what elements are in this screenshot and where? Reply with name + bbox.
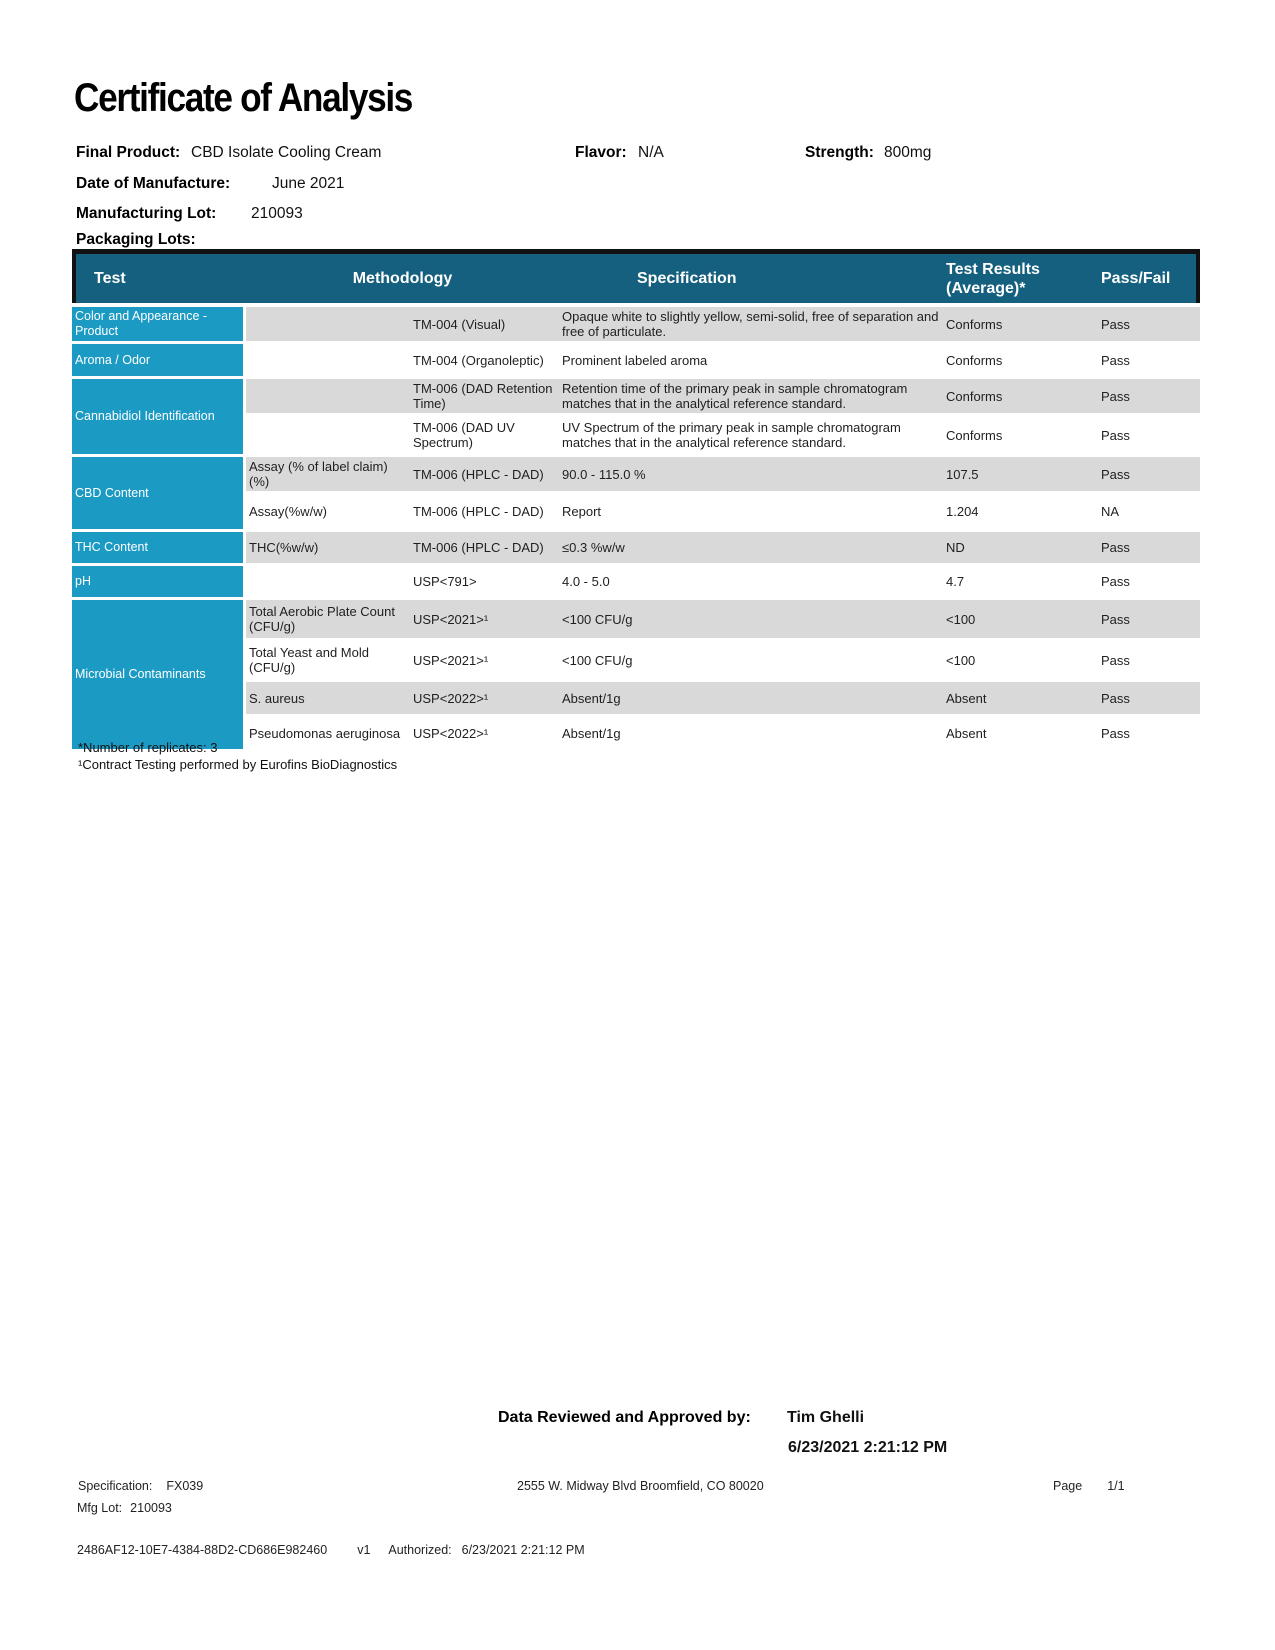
methodology-cell: USP<2021>¹ <box>413 652 489 668</box>
sub-test-cell: S. aureus <box>246 682 410 714</box>
methodology-cell: TM-006 (DAD UV Spectrum) <box>413 420 515 450</box>
result-cell: 4.7 <box>946 574 965 589</box>
methodology-cell: TM-006 (HPLC - DAD) <box>413 504 544 519</box>
flavor-label: Flavor: <box>575 144 627 161</box>
mfg-lot-value: 210093 <box>130 1501 172 1515</box>
mfg-lot-label: Mfg Lot: <box>77 1501 123 1515</box>
table-row <box>72 532 1200 563</box>
sub-test-cell: THC(%w/w) <box>246 532 410 563</box>
result-cell: Conforms <box>946 352 1003 368</box>
sub-test-cell: Assay(%w/w) <box>249 504 328 519</box>
result-cell: <100 <box>946 652 976 668</box>
pass-fail-cell: Pass <box>1098 379 1200 413</box>
approved-by-label: Data Reviewed and Approved by: <box>498 1409 751 1426</box>
pass-fail-cell: Pass <box>1098 682 1200 714</box>
date-of-manufacture-value: June 2021 <box>272 175 345 192</box>
sub-test-cell <box>246 566 410 597</box>
methodology-cell: USP<2021>¹ <box>410 600 559 638</box>
specification-label: Specification: <box>78 1479 153 1493</box>
specification-cell: UV Spectrum of the primary peak in sample chromatogram matches that in the analytical reference standard. <box>562 420 901 450</box>
test-group-cell: Color and Appearance - Product <box>72 307 246 341</box>
pass-fail-cell: Pass <box>1098 307 1200 341</box>
specification-value: FX039 <box>166 1479 204 1493</box>
result-cell: Conforms <box>943 307 1098 341</box>
manufacturing-lot-label: Manufacturing Lot: <box>76 205 217 222</box>
result-cell: 1.204 <box>946 504 979 519</box>
specification-cell: ≤0.3 %w/w <box>559 532 943 563</box>
methodology-cell: USP<791> <box>413 574 477 589</box>
col-header-pass-fail: Pass/Fail <box>1101 269 1171 287</box>
table-row <box>72 566 1200 597</box>
pass-fail-cell: Pass <box>1098 457 1200 491</box>
table-row <box>72 379 1200 413</box>
specification-cell: Report <box>562 504 602 519</box>
document-version: v1 <box>357 1543 371 1557</box>
sub-test-cell <box>246 416 410 454</box>
approver-name: Tim Ghelli <box>787 1409 865 1426</box>
test-group-cell: Cannabidiol Identification <box>72 379 246 454</box>
methodology-cell: TM-004 (Organoleptic) <box>413 352 544 368</box>
pass-fail-cell: Pass <box>1101 427 1130 443</box>
result-cell: Conforms <box>946 427 1003 443</box>
result-cell: <100 <box>943 600 1098 638</box>
pass-fail-cell: Pass <box>1098 600 1200 638</box>
sub-test-cell <box>246 379 410 413</box>
date-of-manufacture-label: Date of Manufacture: <box>76 175 231 192</box>
footer-mfg-lot <box>77 1501 172 1515</box>
methodology-cell: TM-006 (HPLC - DAD) <box>410 457 559 491</box>
approval-datetime: 6/23/2021 2:21:12 PM <box>788 1439 948 1456</box>
specification-cell: Absent/1g <box>562 725 621 741</box>
col-header-test: Test <box>94 269 126 287</box>
table-row <box>72 457 1200 491</box>
document-id: 2486AF12-10E7-4384-88D2-CD686E982460 <box>77 1543 328 1557</box>
final-product-value: CBD Isolate Cooling Cream <box>191 144 382 161</box>
sub-test-cell: Total Aerobic Plate Count (CFU/g) <box>246 600 410 638</box>
methodology-cell: USP<2022>¹ <box>413 725 489 741</box>
result-cell: Conforms <box>943 379 1098 413</box>
specification-cell: <100 CFU/g <box>559 600 943 638</box>
authorized-datetime: 6/23/2021 2:21:12 PM <box>461 1543 585 1557</box>
methodology-cell: USP<2022>¹ <box>410 682 559 714</box>
authorized-label: Authorized: <box>388 1543 452 1557</box>
col-header-test-results: Test Results (Average)* <box>946 260 1040 297</box>
table-row <box>72 307 1200 341</box>
test-group-cell: Aroma / Odor <box>72 344 246 376</box>
specification-cell: <100 CFU/g <box>562 652 633 668</box>
flavor-value: N/A <box>638 144 664 161</box>
footer-specification <box>78 1479 203 1493</box>
test-group-cell: CBD Content <box>72 457 246 529</box>
manufacturing-lot-value: 210093 <box>251 205 303 222</box>
methodology-cell: TM-006 (DAD Retention Time) <box>410 379 559 413</box>
table-row <box>72 600 1200 638</box>
methodology-cell: TM-004 (Visual) <box>410 307 559 341</box>
sub-test-cell <box>246 307 410 341</box>
page-number: 1/1 <box>1107 1479 1125 1493</box>
pass-fail-cell: Pass <box>1101 352 1130 368</box>
result-cell: ND <box>943 532 1098 563</box>
results-table <box>72 304 1200 752</box>
footer-address: 2555 W. Midway Blvd Broomfield, CO 80020 <box>517 1479 764 1493</box>
pass-fail-cell: NA <box>1101 504 1120 519</box>
test-group-cell: pH <box>72 566 246 597</box>
test-group-cell: THC Content <box>72 532 246 563</box>
pass-fail-cell: Pass <box>1101 574 1130 589</box>
footnote-contract-testing: ¹Contract Testing performed by Eurofins BioDiagnostics <box>78 757 398 772</box>
specification-cell: Opaque white to slightly yellow, semi-solid, free of separation and free of particulate. <box>559 307 943 341</box>
page-label: Page <box>1053 1479 1083 1493</box>
footer-page <box>1053 1479 1125 1493</box>
col-header-methodology: Methodology <box>352 269 453 287</box>
result-cell: 107.5 <box>943 457 1098 491</box>
pass-fail-cell: Pass <box>1101 725 1130 741</box>
result-cell: Absent <box>946 725 987 741</box>
col-header-specification: Specification <box>637 269 737 287</box>
specification-cell: 90.0 - 115.0 % <box>559 457 943 491</box>
strength-value: 800mg <box>884 144 932 161</box>
strength-label: Strength: <box>805 144 874 161</box>
footnote-replicates: *Number of replicates: 3 <box>78 740 218 755</box>
sub-test-cell: Total Yeast and Mold (CFU/g) <box>249 645 369 675</box>
sub-test-cell: Pseudomonas aeruginosa <box>249 725 401 741</box>
packaging-lots-label: Packaging Lots: <box>76 231 196 248</box>
footer-document-line <box>77 1543 585 1557</box>
specification-cell: Absent/1g <box>559 682 943 714</box>
page-title: Certificate of Analysis <box>74 76 413 120</box>
specification-cell: Prominent labeled aroma <box>562 352 708 368</box>
test-group-cell: Microbial Contaminants <box>72 600 246 749</box>
specification-cell: Retention time of the primary peak in sample chromatogram matches that in the analytical reference standard. <box>559 379 943 413</box>
methodology-cell: TM-006 (HPLC - DAD) <box>410 532 559 563</box>
sub-test-cell: Assay (% of label claim)(%) <box>246 457 410 491</box>
results-table-header <box>76 254 1196 303</box>
pass-fail-cell: Pass <box>1098 532 1200 563</box>
table-row <box>72 344 1200 376</box>
sub-test-cell <box>246 344 410 376</box>
specification-cell: 4.0 - 5.0 <box>562 574 610 589</box>
final-product-label: Final Product: <box>76 144 181 161</box>
pass-fail-cell: Pass <box>1101 652 1130 668</box>
result-cell: Absent <box>943 682 1098 714</box>
